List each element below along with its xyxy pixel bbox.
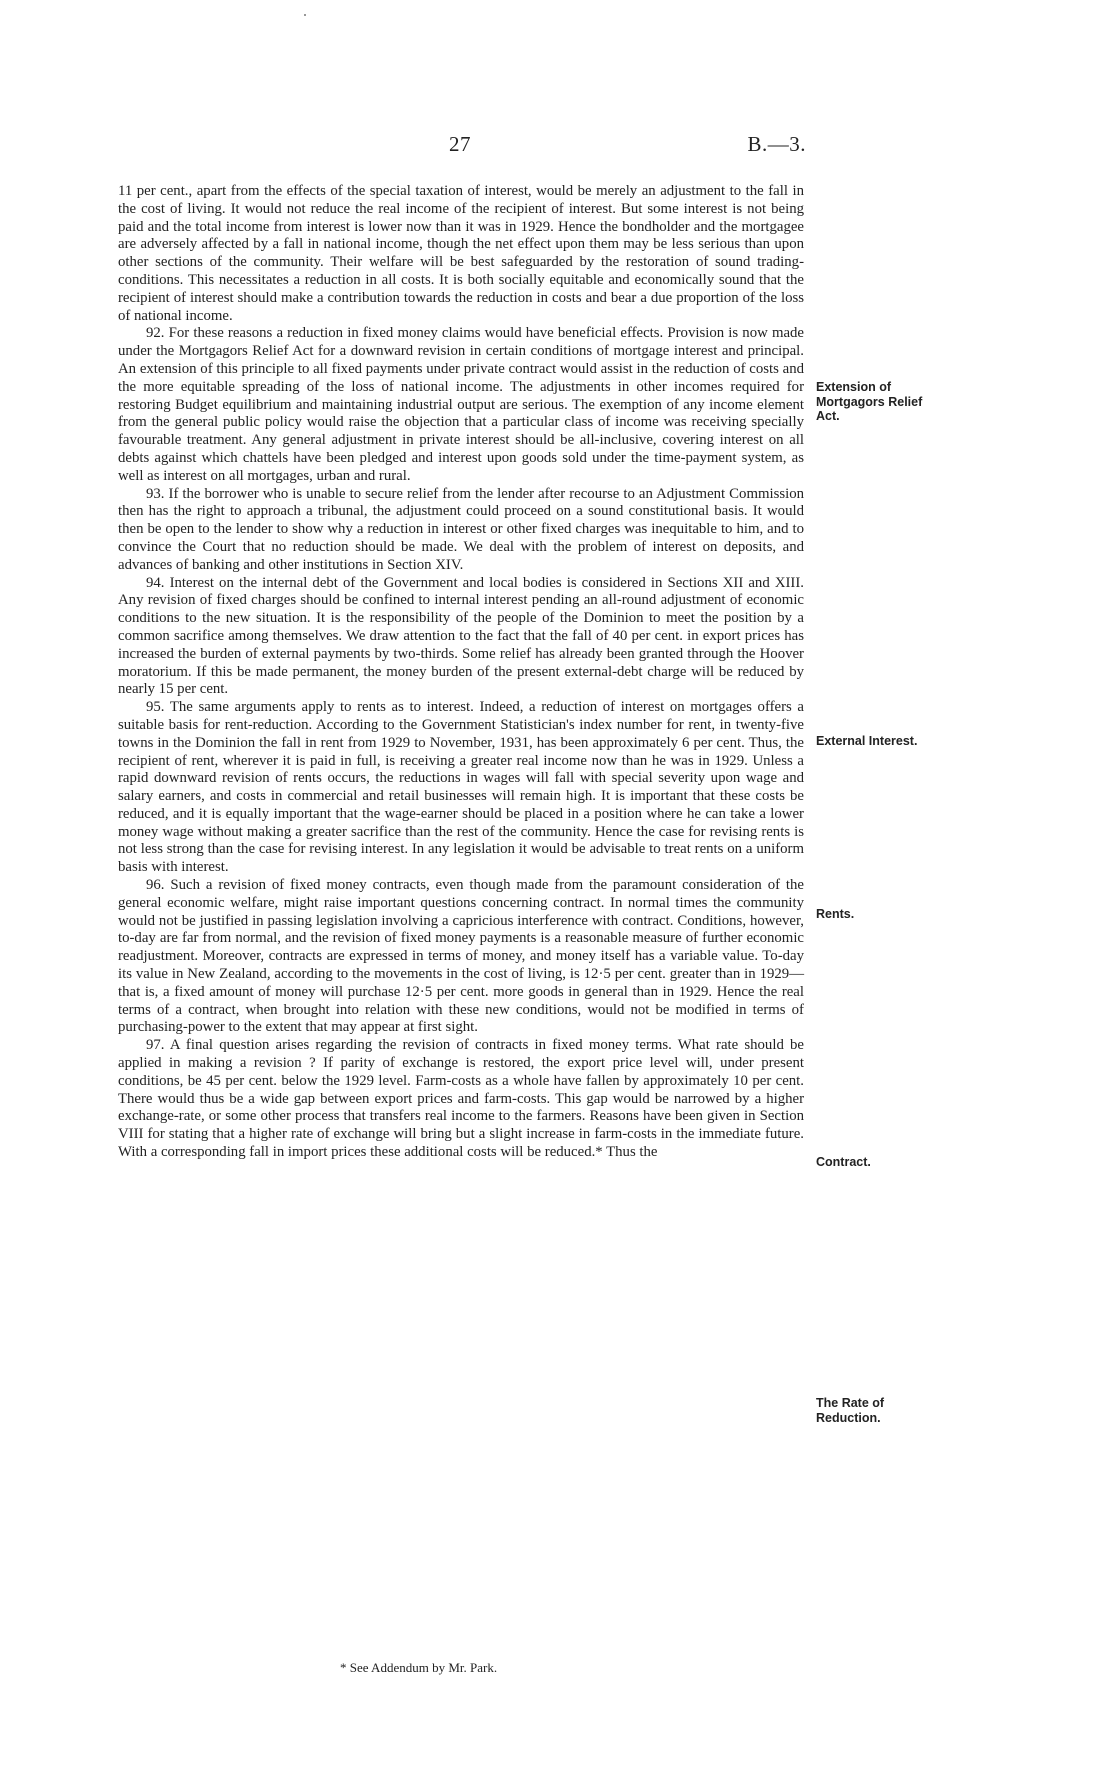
margin-note-rents: Rents.: [816, 907, 855, 921]
paragraph-94: 94. Interest on the internal debt of the Government and local bodies is considered in Sections XII and XIII. Any revision of fixed charges should be confined to internal interest pending an all-round adjustment of economic conditions to the new situation. It is the responsibility of the people of the Dominion to meet the position by a common sacrifice among themselves. We draw attention to the fact that the fall of 40 per cent. in export prices has increased the burden of external payments by two-thirds. Some relief has already been granted through the Hoover moratorium. If this be made permanent, the money burden of the present external-debt charge will be reduced by nearly 15 per cent.: [118, 574, 804, 698]
paragraph-92: 92. For these reasons a reduction in fixed money claims would have beneficial effects. Provision is now made under the Mortgagors Relief Act for a downward revision in certain conditions of mortgage interest and principal. An extension of this principle to all fixed payments under private contract would assist in the reduction of costs and the more equitable spreading of the loss of national income. The adjustments in other incomes required for restoring Budget equilibrium and maintaining industrial output are serious. The exemption of any income element from the general public policy would raise the objection that a particular class of income was receiving specially favourable treatment. Any general adjustment in private interest should be all-inclusive, covering interest on all debts against which chattels have been pledged and interest upon goods sold under the time-payment system, as well as interest on all mortgages, urban and rural.: [118, 325, 804, 484]
paragraph-96: 96. Such a revision of fixed money contracts, even though made from the paramount consideration of the general economic welfare, might raise important questions concerning contract. In normal times the community would not be justified in passing legislation involving a capricious interference with contract. Conditions, however, to-day are far from normal, and the revision of fixed money payments is a reasonable measure of further economic readjustment. Moreover, contracts are expressed in terms of money, and money itself has a variable value. To-day its value in New Zealand, according to the movements in the cost of living, is 12·5 per cent. greater than in 1929—that is, a fixed amount of money will purchase 12·5 per cent. more goods in general than in 1929. Hence the real terms of a contract, when brought into relation with these new conditions, would not be modified in terms of purchasing-power to the extent that may appear at first sight.: [118, 877, 804, 1036]
margin-note-extension: Extension of Mortgagors Relief Act.: [816, 380, 923, 423]
paragraph-93: 93. If the borrower who is unable to secure relief from the lender after recourse to an Adjustment Commission then has the right to approach a tribunal, the adjustment could proceed on a sound constitutional basis. It would then be open to the lender to show why a reduction in interest or other fixed charges was inequitable to him, and to convince the Court that no reduction should be made. We deal with the problem of interest on deposits, and advances of banking and other institutions in Section XIV.: [118, 485, 804, 573]
margin-note-rate-of-reduction: The Rate of Reduction.: [816, 1396, 885, 1425]
paragraph-97: 97. A final question arises regarding the revision of contracts in fixed money terms. What rate should be applied in making a revision ? If parity of exchange is restored, the export price level will, under present conditions, be 45 per cent. below the 1929 level. Farm-costs as a whole have fallen by approximately 10 per cent. There would thus be a wide gap between export prices and farm-costs. This gap would be narrowed by a higher exchange-rate, or some other process that transfers real income to the farmers. Reasons have been given in Section VIII for stating that a higher rate of exchange will bring but a slight increase in farm-costs in the immediate future. With a corresponding fall in import prices these additional costs will be reduced.* Thus the: [118, 1037, 804, 1161]
footnote: * See Addendum by Mr. Park.: [340, 1660, 498, 1675]
paragraph-91-continued: 11 per cent., apart from the effects of the special taxation of interest, would be merely an adjustment to the fall in the cost of living. It would not reduce the real income of the recipient of interest. But some interest is not being paid and the total income from interest is lower now than it was in 1929. Hence the bondholder and the mortgagee are adversely affected by a fall in national income, though the net effect upon them may be less serious than upon other sections of the community. Their welfare will be best safeguarded by the restoration of sound trading-conditions. This necessitates a reduction in all costs. It is both socially equitable and economically sound that the recipient of interest should make a contribution towards the reduction in costs and bear a due proportion of the loss of national income.: [118, 183, 804, 324]
scan-dot: [304, 14, 306, 16]
body-text: [118, 183, 804, 1162]
page-number: 27: [449, 132, 471, 156]
margin-note-contract: Contract.: [816, 1155, 871, 1169]
report-reference: B.—3.: [747, 132, 806, 156]
paragraph-95: 95. The same arguments apply to rents as to interest. Indeed, a reduction of interest on mortgages offers a suitable basis for rent-reduction. According to the Government Statistician's index number for rent, in twenty-five towns in the Dominion the fall in rent from 1929 to November, 1931, has been approximately 6 per cent. Thus, the recipient of rent, wherever it is paid in full, is receiving a greater real income now than he was in 1929. Unless a rapid downward revision of rents occurs, the reductions in wages will fall with special severity upon wage and salary earners, and costs in commercial and retail businesses will remain high. It is important that these costs be reduced, and it is equally important that the wage-earner should be placed in a position where he can take a lower money wage without making a greater sacrifice than the rest of the community. Hence the case for revising rents is not less strong than the case for revising interest. In any legislation it would be advisable to treat rents on a uniform basis with interest.: [118, 699, 804, 876]
margin-note-external-interest: External Interest.: [816, 734, 918, 748]
